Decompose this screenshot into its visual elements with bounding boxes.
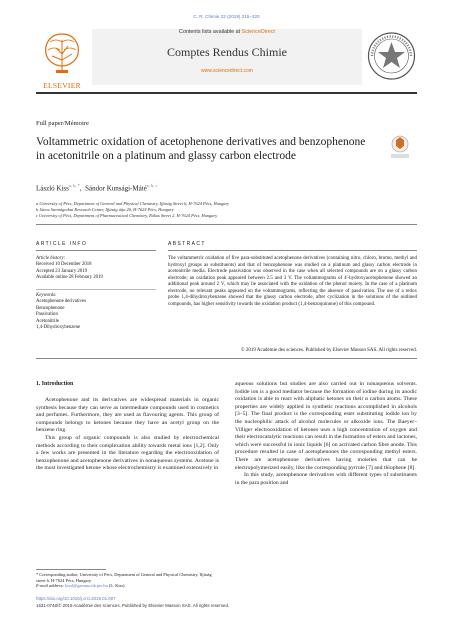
keyword: Acetophenone derivatives — [36, 299, 86, 305]
author-marks: a, b, c — [146, 183, 158, 188]
body-left-column — [36, 397, 219, 473]
keyword: Benzophenone — [36, 305, 65, 311]
keywords-rule — [36, 289, 156, 290]
author-name[interactable]: László Kiss — [36, 184, 69, 193]
keywords-block — [36, 293, 156, 331]
elsevier-tree-logo — [36, 28, 88, 86]
article-title: Voltammetric oxidation of acetophenone derivatives and benzophenone in acetonitrile on a platinum and glassy carbon electrode — [36, 136, 366, 162]
affiliation-b: b János Szentágothai Research Center, Ifjúság útja 20, H-7624 Pécs, Hungary — [36, 207, 174, 212]
keyword: Passivation — [36, 312, 58, 318]
affiliation-a: a University of Pécs, Department of General and Physical Chemistry, Ifjúság Street 6, H-7624 Pécs, Hungary — [36, 201, 230, 206]
check-for-updates-icon[interactable] — [389, 135, 411, 159]
footnote-email-line — [36, 583, 219, 589]
homepage-link[interactable]: www.sciencedirect.com — [201, 68, 253, 74]
issn-line: 1631-0748/© 2019 Académie des sciences. Published by Elsevier Masson SAS. All rights reserved. — [36, 603, 230, 608]
abstract-text: The voltammetric oxidation of five para-substituted acetophenone derivatives (containing nitro, chloro, bromo, methyl and hydroxyl groups as substituents) and that of benzophenone was studied on a platinum and glassy carbon electrode in acetonitrile media. Electrode passivation was observed in the case when all selected compounds are on a glassy carbon electrode; an oxidation peak appeared between 2.5 and 3 V. The voltammograms of 4'-hydroxyacetophenone showed an additional peak around 2 V, which may be associated with the oxidation of the phenol moiety. In the case of a platinum electrode, no relevant peaks appeared on the voltammograms, reflecting the absence of passivation. The use of a redox probe 1,4-dihydroxybenzene showed that the glassy carbon electrode, after cyclization in the solutions of the outlined compounds, has higher sensitivity towards the oxidation product (1,4-benzoquinone) of this compound. — [168, 256, 417, 307]
introduction-heading: 1. Introduction — [36, 381, 74, 387]
history-label: Article history: — [36, 256, 66, 261]
article-info-heading: ARTICLE INFO — [36, 241, 88, 247]
body-paragraph: Acetophenone and its derivatives are widespread materials in organic synthesis because they can serve as intermediate compounds used in cosmetics and perfumes. Furthermore, they are used as flavouring agents. This group of compounds belongs to ketones because they have an acetyl group on the benzene ring. — [36, 397, 219, 434]
section-type: Full paper/Mémoire — [36, 120, 89, 127]
author-marks: a, b, * — [68, 183, 80, 188]
publisher-name: ELSEVIER — [43, 81, 81, 90]
abstract-heading: ABSTRACT — [168, 241, 206, 247]
contents-line — [92, 29, 362, 35]
footnote-rule — [36, 569, 106, 570]
abstract-copyright: © 2019 Académie des sciences. Published by Elsevier Masson SAS. All rights reserved. — [240, 348, 417, 353]
history-received: Received 10 December 2018 — [36, 262, 92, 268]
body-right-column — [235, 381, 417, 487]
keyword: Acetonitrile — [36, 318, 59, 324]
abstract-rule — [168, 250, 417, 251]
contents-prefix: Contents lists available at — [179, 29, 242, 35]
footnote-address: * Corresponding author. University of Pécs, Department of General and Physical Chemistry, Ifjúság street 6, H-7624 Pécs, Hungary. — [36, 572, 212, 583]
journal-homepage — [92, 68, 362, 74]
academie-seal-icon — [366, 28, 417, 84]
email-suffix: (L. Kiss). — [107, 583, 126, 589]
body-paragraph: In this study, acetophenone derivatives with different types of substituents in the para position and — [235, 472, 417, 486]
header-rule — [36, 92, 417, 94]
article-history — [36, 256, 156, 281]
author-list: László Kiss$^{a, b, *}$, Sándor Kunsági-Máté$^{a, b, c}$ — [36, 183, 158, 193]
history-accepted: Accepted 23 January 2019 — [36, 268, 88, 274]
email-link[interactable]: kissl@gamma.ttk.pte.hu — [65, 583, 108, 589]
body-paragraph: aqueous solutions but studies are also carried out in nonaqueous solvents. Iodide ion is a good mediator because the formation of iodine during its anodic oxidation is able to react with aliphatic ketones on their α carbon atoms. These properties are widely applied in synthetic reactions accomplished in alcohols [3–5]. The final product is the corresponding ester substituting iodide ion by the nucleophilic attack of alcohol molecules or alkoxide ions. The Baeyer–Villiger electrooxidation of ketones uses a high concentration of oxygen and their electrocatalytic reactions can result in the formation of esters and lactones, which were successful in ionic liquids [6] on activated carbon fibre anode. This procedure resulted in case of acetophenones the corresponding methyl esters. There are acetophenone derivatives having moieties that can be electropolymerized easily, like the corresponding pyrrole [7] and thiophene [8]. — [235, 381, 417, 471]
keywords-label: Keywords: — [36, 293, 57, 298]
sciencedirect-link[interactable]: ScienceDirect — [241, 29, 275, 35]
abstract-bottom-rule — [36, 358, 417, 359]
history-online: Available online 28 February 2019 — [36, 274, 103, 280]
section-divider — [36, 224, 417, 225]
affiliation-c: c University of Pécs, Department of Pharmaceutical Chemistry, Rókus Street 2, H-7624 Pécs, Hungary — [36, 213, 218, 218]
article-info-rule — [36, 250, 156, 251]
email-label: E-mail address: — [36, 583, 66, 589]
journal-name: Comptes Rendus Chimie — [167, 45, 287, 59]
body-paragraph: This group of organic compounds is also studied by electrochemical methods according to their complexation ability towards metal ions [1,2]. Only a few works are presented in the literature regarding the electrooxidation of benzophenone and acetophenone derivatives in nonaqueous systems. Acetone is the most investigated ketone whose electrochemistry is examined extensively in — [36, 434, 219, 472]
doi-link[interactable]: https://doi.org/10.1016/j.crci.2019.01.007 — [36, 596, 116, 601]
journal-citation: C. R. Chimie 22 (2019) 315–320 — [193, 14, 260, 19]
corresponding-author-footnote — [36, 572, 219, 589]
author-name[interactable]: Sándor Kunsági-Máté — [85, 184, 147, 193]
keyword: 1,4-Dihydroxybenzene — [36, 325, 81, 331]
